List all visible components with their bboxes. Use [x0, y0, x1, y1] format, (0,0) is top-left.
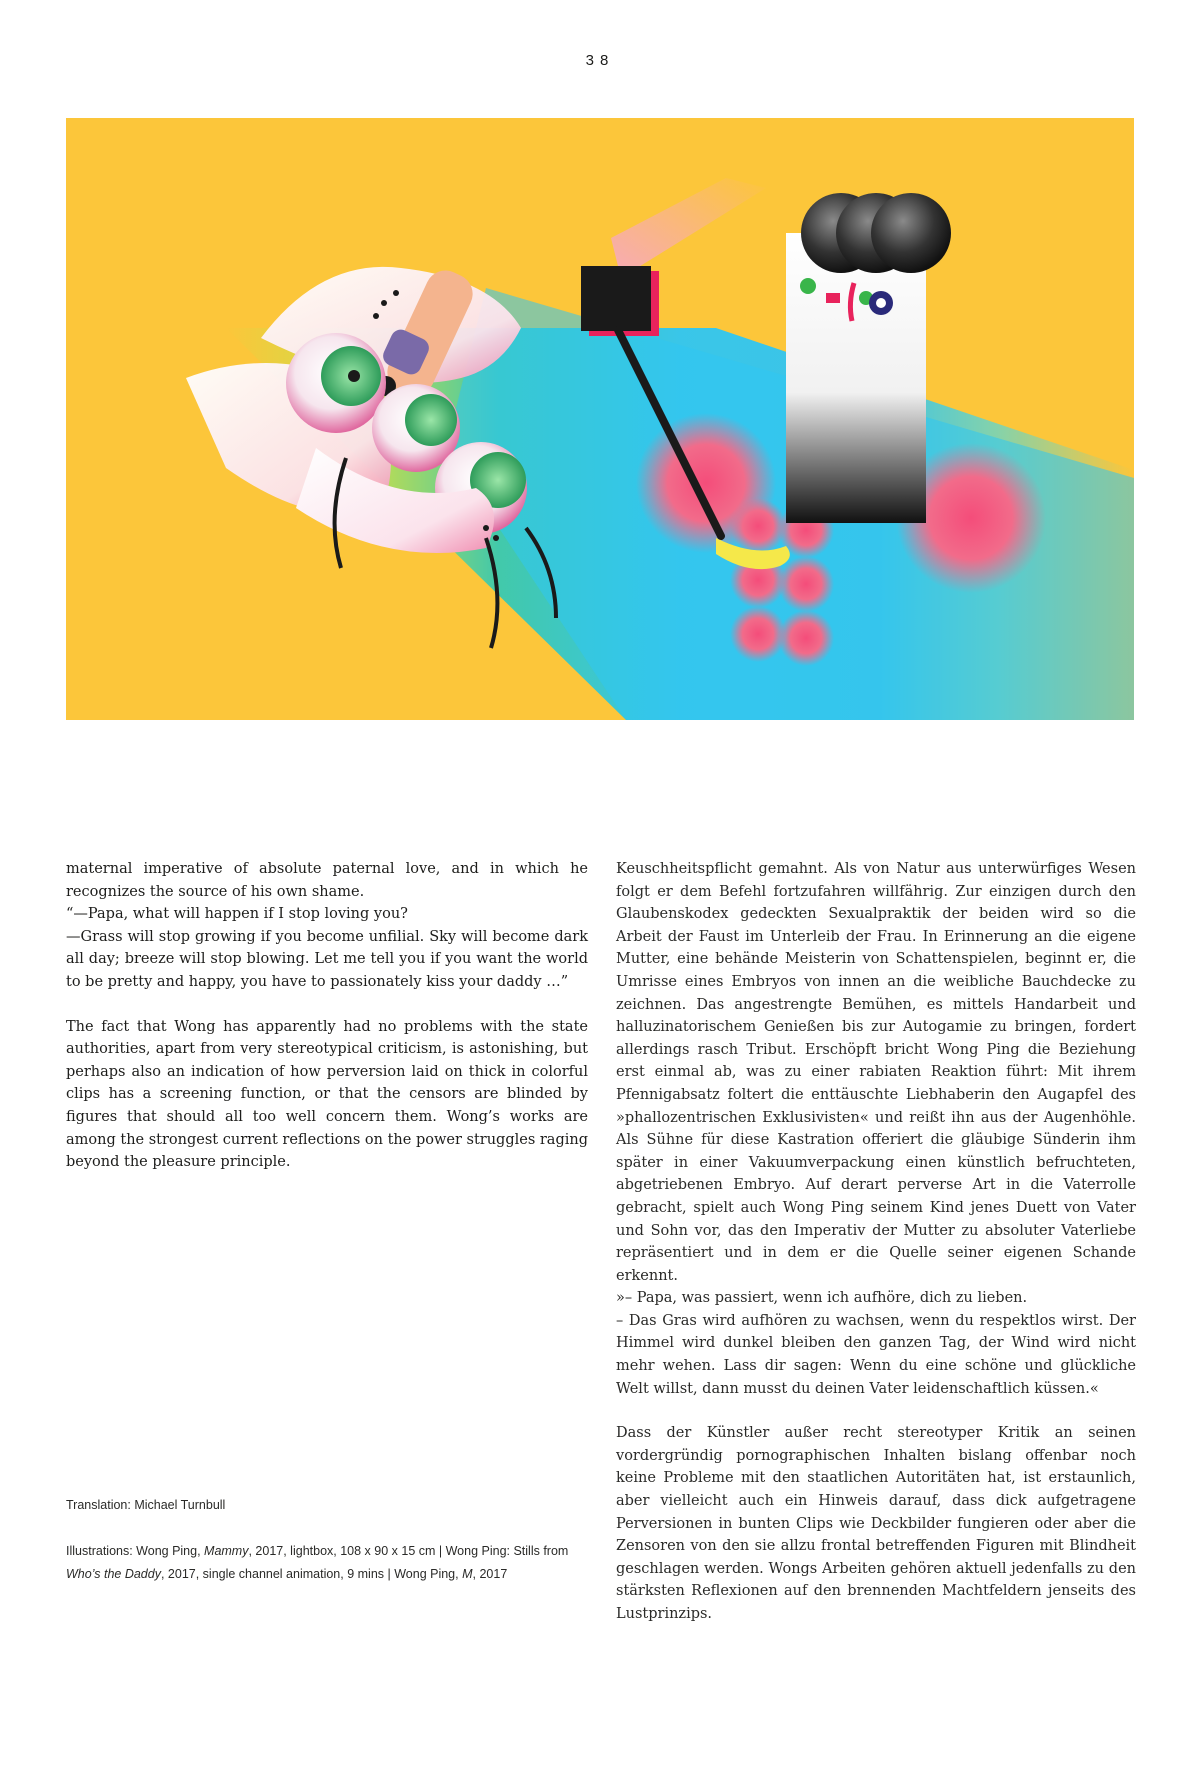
german-quote-2: – Das Gras wird aufhören zu wachsen, wenn du respektlos wirst. Der Himmel wird dunkel bleiben den ganzen Tag, der Wind wird nicht mehr wehen. Lass dir sagen: Wenn du eine schöne und glückliche Welt willst, dann musst du deinen Vater leidenschaftlich küssen.«	[616, 1312, 1136, 1397]
illustration-wong-ping-still	[66, 118, 1134, 720]
credit-suffix: , 2017	[472, 1566, 508, 1581]
credit-mid-2: , 2017, single channel animation, 9 mins | Wong Ping,	[160, 1566, 463, 1581]
illustration-credits	[66, 1540, 586, 1585]
credit-title-mammy: Mammy	[204, 1544, 249, 1558]
credit-title-m: M	[462, 1566, 473, 1581]
english-column	[66, 858, 588, 1174]
credit-mid-1: , 2017, lightbox, 108 x 90 x 15 cm | Wong Ping: Stills from	[248, 1544, 569, 1558]
german-column	[616, 858, 1136, 1626]
translation-credit: Translation: Michael Turnbull	[66, 1498, 226, 1512]
german-paragraph-2: Dass der Künstler außer recht stereotyper Kritik an seinen vordergründig pornographischen Inhalten bislang offenbar noch keine Probleme mit den staatlichen Autoritäten hat, ist erstaunlich, aber vielleicht auch ein Hinweis darauf, dass dick aufgetragene Perversionen in bunten Clips wie Deckbilder fungieren oder aber die Zensoren von den sie allzu frontal betreffenden Figuren mit Blindheit geschlagen werden. Wongs Arbeiten gehören aktuell jedenfalls zu den stärksten Reflexionen auf den brennenden Machtfeldern jenseits des Lustprinzips.	[616, 1425, 1136, 1622]
page-number: 38	[585, 52, 615, 69]
german-quote-1: »– Papa, was passiert, wenn ich aufhöre, dich zu lieben.	[616, 1290, 1028, 1307]
credit-title-whos-the-daddy: Who’s the Daddy	[66, 1566, 161, 1581]
german-paragraph-1: Keuschheitspflicht gemahnt. Als von Natur aus unterwürfiges Wesen folgt er dem Befehl fortzufahren willfährig. Zur einzigen durch den Glaubenskodex gedeckten Sexualpraktik der beiden wird so die Arbeit der Faust im Unterleib der Frau. In Erinnerung an die eigene Mutter, eine behände Meisterin von Schattenspielen, beginnt er, die Umrisse eines Embryos von innen an die weibliche Bauchdecke zu zeichnen. Das angestrengte Bemühen, es mittels Handarbeit und halluzinatorischem Genießen bis zur Autogamie zu bringen, fordert allerdings rasch Tribut. Erschöpft bricht Wong Ping die Beziehung erst einmal ab, was zu einer rabiaten Reaktion führt: Mit ihrem Pfennigabsatz foltert die enttäuschte Liebhaberin den Augapfel des »phallozentrischen Exklusivisten« und reißt ihn aus der Augenhöhle. Als Sühne für diese Kastration offeriert die gläubige Sünderin ihm später in einer Vakuumverpackung einen künstlich befruchteten, abgetriebenen Embryo. Auf derart perverse Art in die Vaterrolle gebracht, spielt auch Wong Ping seinem Kind jenes Duett von Vater und Sohn vor, das den Imperativ der Mutter zu absoluter Vaterliebe repräsentiert und in dem er die Quelle seiner eigenen Schande erkennt.	[616, 861, 1136, 1284]
english-quote-1: “—Papa, what will happen if I stop loving you?	[66, 906, 408, 923]
english-quote-2: —Grass will stop growing if you become unfilial. Sky will become dark all day; breeze will stop blowing. Let me tell you if you want the world to be pretty and happy, you have to passionately kiss your daddy …”	[66, 928, 588, 990]
english-paragraph-1: maternal imperative of absolute paternal love, and in which he recognizes the source of his own shame.	[66, 861, 588, 900]
credit-prefix: Illustrations: Wong Ping,	[66, 1544, 205, 1558]
english-paragraph-2: The fact that Wong has apparently had no problems with the state authorities, apart from very stereotypical criticism, is astonishing, but perhaps also an indication of how perversion laid on thick in colorful clips has a screening function, or that the censors are blinded by figures that should all too well concern them. Wong’s works are among the strongest current reflections on the power struggles raging beyond the pleasure principle.	[66, 1018, 588, 1171]
